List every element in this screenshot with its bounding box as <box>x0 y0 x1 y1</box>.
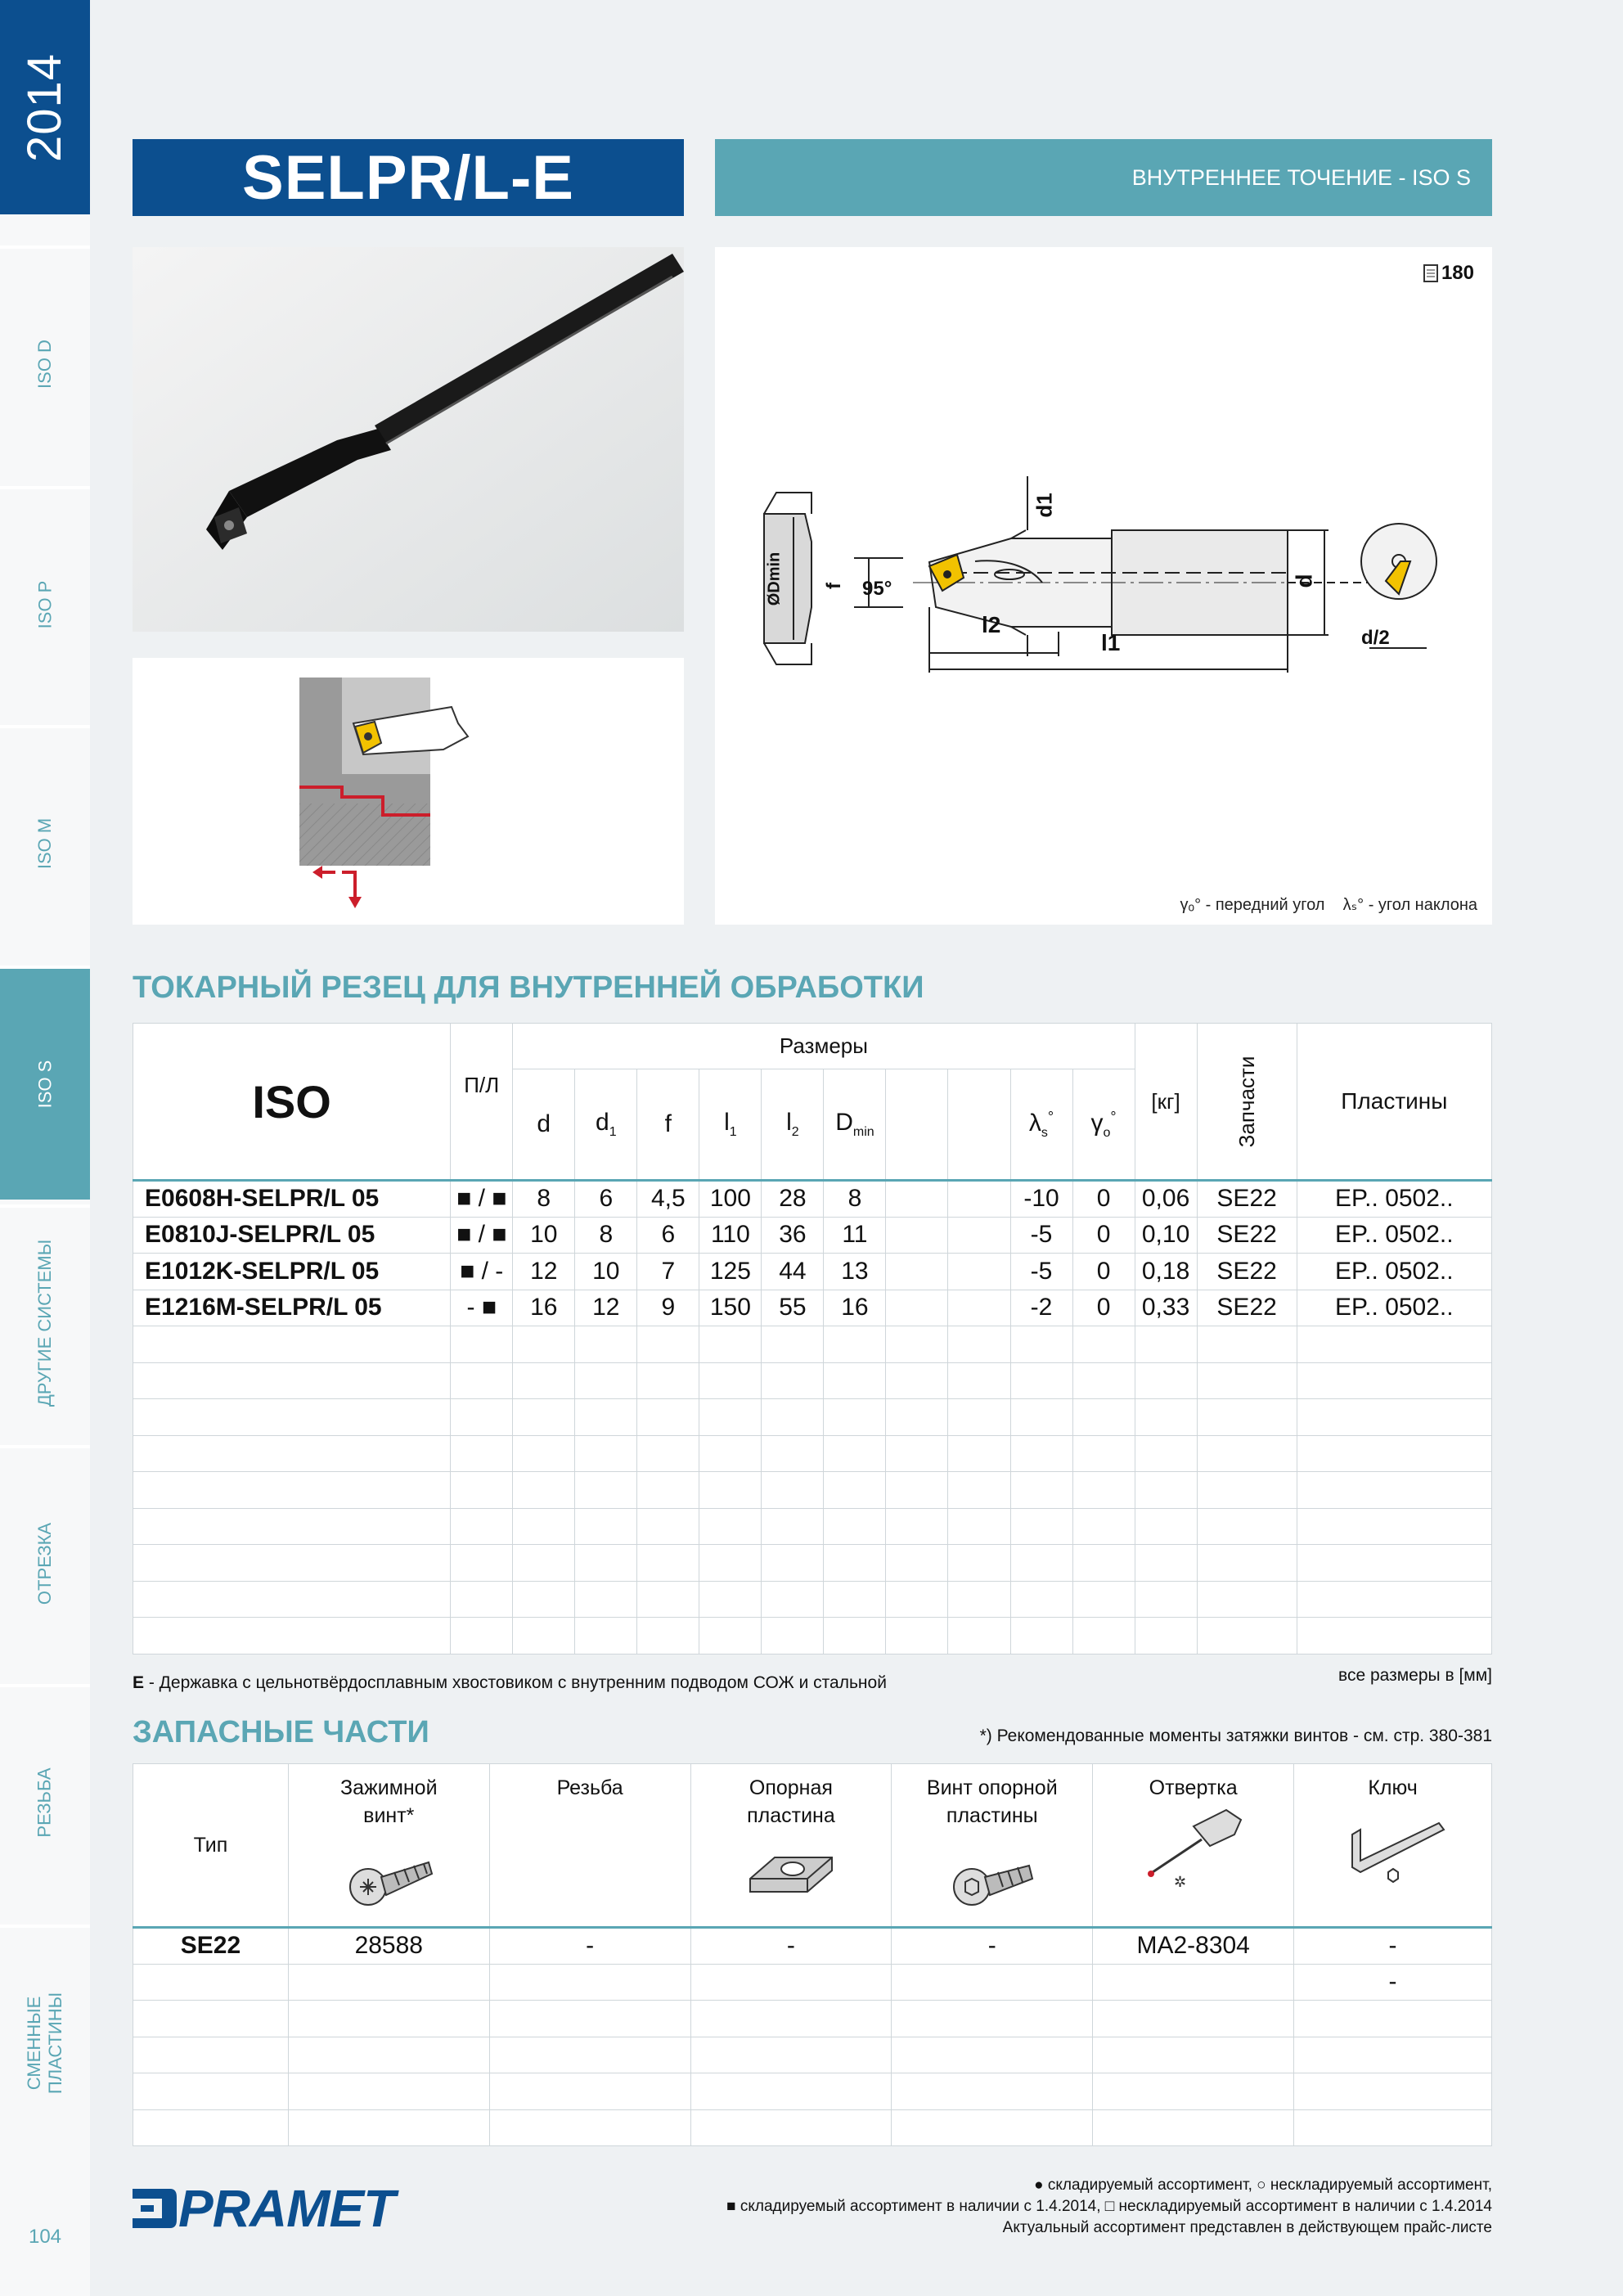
empty-row <box>133 1508 1492 1545</box>
empty-row <box>133 1399 1492 1436</box>
holder-note-prefix: E <box>133 1673 145 1692</box>
sidebar-tab-threading[interactable] <box>0 1684 90 1918</box>
cell-gamma: 0 <box>1072 1290 1135 1326</box>
cell-empty <box>948 1254 1010 1290</box>
header-lambda-sub: s <box>1041 1125 1048 1140</box>
cell-type <box>133 1964 289 2001</box>
empty-row <box>133 2109 1492 2146</box>
dim-l1-label: l1 <box>1101 630 1121 655</box>
cell-empty <box>948 1290 1010 1326</box>
product-title-box <box>133 139 684 216</box>
cell-shim: - <box>690 1928 892 1965</box>
header-l1 <box>699 1069 762 1181</box>
cell-d: 16 <box>513 1290 575 1326</box>
cell-f: 6 <box>637 1217 699 1254</box>
header-d1-sub: 1 <box>609 1125 617 1139</box>
cell-inserts[interactable]: EP.. 0502.. <box>1297 1254 1491 1290</box>
cell-clamp-screw[interactable]: 28588 <box>288 1928 489 1965</box>
cell-pl: - ■ <box>451 1290 513 1326</box>
spare-parts-title: ЗАПАСНЫЕ ЧАСТИ <box>133 1715 429 1749</box>
category-box <box>715 139 1492 216</box>
sidebar-tab-label: ISO P <box>34 580 55 629</box>
header-lambda-deg: ° <box>1047 1108 1054 1125</box>
cell-empty <box>886 1181 948 1218</box>
cell-kg: 0,10 <box>1135 1217 1197 1254</box>
cell-l1: 150 <box>699 1290 762 1326</box>
header-pl: П/Л <box>451 1024 513 1181</box>
cell-l1: 100 <box>699 1181 762 1218</box>
header-shim-screw <box>892 1764 1093 1928</box>
cell-f: 7 <box>637 1254 699 1290</box>
cell-inserts[interactable]: EP.. 0502.. <box>1297 1181 1491 1218</box>
header-spare-parts <box>1197 1024 1297 1181</box>
cell-dmin: 13 <box>824 1254 886 1290</box>
screwdriver-icon <box>1136 1802 1251 1892</box>
product-code[interactable]: E0608H-SELPR/L 05 <box>133 1181 451 1218</box>
cell-d1: 8 <box>575 1217 637 1254</box>
cell-d: 10 <box>513 1217 575 1254</box>
pramet-logo[interactable] <box>129 2178 394 2239</box>
angle-legend <box>1180 894 1477 915</box>
cell-empty <box>948 1217 1010 1254</box>
cell-empty <box>886 1290 948 1326</box>
cell-key: - <box>1294 1928 1492 1965</box>
header-thread-label: Резьба <box>556 1776 623 1799</box>
legend-line-1: ● складируемый ассортимент, ○ нескладируемый ассортимент, <box>1034 2177 1492 2194</box>
product-code[interactable]: E0810J-SELPR/L 05 <box>133 1217 451 1254</box>
cell-clamp-screw <box>288 1964 489 2001</box>
header-key <box>1294 1764 1492 1928</box>
cell-lambda: -10 <box>1010 1181 1072 1218</box>
sidebar-tab-label: ISO S <box>34 1060 55 1109</box>
header-screwdriver-label: Отвертка <box>1149 1776 1238 1799</box>
table-row[interactable] <box>133 1217 1492 1254</box>
holder-note <box>133 1673 887 1693</box>
cell-lambda: -5 <box>1010 1217 1072 1254</box>
empty-row <box>133 1435 1492 1472</box>
cell-spare[interactable]: SE22 <box>1197 1290 1297 1326</box>
table-row[interactable] <box>133 1290 1492 1326</box>
units-note: все размеры в [мм] <box>1338 1666 1492 1685</box>
sidebar-tab-iso-d[interactable] <box>0 245 90 479</box>
cell-screwdriver[interactable]: MA2-8304 <box>1093 1928 1294 1965</box>
cell-d: 12 <box>513 1254 575 1290</box>
header-l1-sub: 1 <box>729 1125 737 1139</box>
tool-photo <box>133 247 684 632</box>
product-code[interactable]: E1216M-SELPR/L 05 <box>133 1290 451 1326</box>
empty-row <box>133 2073 1492 2110</box>
spare-parts-table <box>133 1763 1492 2146</box>
cell-d: 8 <box>513 1181 575 1218</box>
table-row[interactable] <box>133 1928 1492 1965</box>
cell-pl: ■ / ■ <box>451 1217 513 1254</box>
product-title: SELPR/L-E <box>242 142 574 213</box>
torque-note: *) Рекомендованные моменты затяжки винтов - см. стр. 380-381 <box>979 1727 1492 1745</box>
cell-gamma: 0 <box>1072 1254 1135 1290</box>
dim-d1-label: d1 <box>1032 493 1057 518</box>
cell-thread: - <box>489 1928 690 1965</box>
empty-row <box>133 1472 1492 1509</box>
sidebar-tab-label: ISO M <box>34 817 55 870</box>
cell-spare[interactable]: SE22 <box>1197 1254 1297 1290</box>
holder-note-text: - Державка с цельнотвёрдосплавным хвостовиком с внутренним подводом СОЖ и стальной <box>144 1673 887 1692</box>
header-l2 <box>762 1069 824 1181</box>
header-dmin-sub: min <box>852 1125 874 1139</box>
category-title: ВНУТРЕННЕЕ ТОЧЕНИЕ - ISO S <box>1131 164 1471 190</box>
cell-empty <box>886 1254 948 1290</box>
header-sizes: Размеры <box>513 1024 1135 1069</box>
cell-kg: 0,18 <box>1135 1254 1197 1290</box>
sidebar-tab-label: ОТРЕЗКА <box>34 1522 55 1605</box>
cell-gamma: 0 <box>1072 1217 1135 1254</box>
angle-label: 95° <box>862 578 892 600</box>
sidebar-tab-iso-s[interactable] <box>0 966 90 1200</box>
shim-screw-icon <box>947 1846 1037 1911</box>
table-row[interactable] <box>133 1254 1492 1290</box>
dim-l2-label: l2 <box>982 612 1001 637</box>
brand-name: PRAMET <box>178 2179 395 2238</box>
header-inserts: Пластины <box>1297 1024 1491 1181</box>
cell-inserts[interactable]: EP.. 0502.. <box>1297 1290 1491 1326</box>
cell-thread <box>489 1964 690 2001</box>
empty-row <box>133 2001 1492 2037</box>
header-screwdriver <box>1093 1764 1294 1928</box>
empty-row <box>133 1618 1492 1654</box>
year-badge <box>0 0 90 214</box>
cell-dmin: 11 <box>824 1217 886 1254</box>
empty-row <box>133 2037 1492 2073</box>
svg-text:✲: ✲ <box>1173 1874 1186 1891</box>
header-clamp-screw <box>288 1764 489 1928</box>
cell-d1: 6 <box>575 1181 637 1218</box>
header-key-label: Ключ <box>1368 1776 1418 1799</box>
header-shim-screw-label: Винт опорной пластины <box>926 1776 1058 1827</box>
cell-dmin: 16 <box>824 1290 886 1326</box>
header-empty-2 <box>948 1069 1010 1181</box>
header-lambda <box>1010 1069 1072 1181</box>
sidebar-tab-label: СМЕННЫЕ ПЛАСТИНЫ <box>24 1992 65 2095</box>
pramet-logo-mark <box>129 2184 178 2233</box>
sidebar <box>0 0 90 2296</box>
cell-d1: 10 <box>575 1254 637 1290</box>
sidebar-tab-iso-p[interactable] <box>0 486 90 720</box>
cell-pl: ■ / ■ <box>451 1181 513 1218</box>
assortment-legend <box>726 2175 1492 2239</box>
cell-lambda: -5 <box>1010 1254 1072 1290</box>
header-dmin <box>824 1069 886 1181</box>
sidebar-tab-label: ISO D <box>34 340 55 389</box>
cell-pl: ■ / - <box>451 1254 513 1290</box>
cell-l2: 44 <box>762 1254 824 1290</box>
table-row[interactable] <box>133 1181 1492 1218</box>
cell-f: 4,5 <box>637 1181 699 1218</box>
header-shim <box>690 1764 892 1928</box>
year-label: 2014 <box>18 52 72 162</box>
cell-l1: 110 <box>699 1217 762 1254</box>
header-f <box>637 1069 699 1181</box>
header-type: Тип <box>133 1764 289 1928</box>
header-gamma-deg: ° <box>1110 1108 1117 1125</box>
header-iso: ISO <box>133 1024 451 1181</box>
cell-dmin: 8 <box>824 1181 886 1218</box>
dim-dmin-label: ØDmin <box>765 551 784 606</box>
cell-empty <box>948 1181 1010 1218</box>
cell-key: - <box>1294 1964 1492 2001</box>
shim-icon <box>742 1846 840 1903</box>
header-kg: [кг] <box>1135 1024 1197 1181</box>
header-dmin-label: D <box>835 1109 853 1136</box>
cell-f: 9 <box>637 1290 699 1326</box>
cell-l2: 36 <box>762 1217 824 1254</box>
legend-line-3: Актуальный ассортимент представлен в действующем прайс-листе <box>1002 2219 1492 2236</box>
sidebar-tab-label: ДРУГИЕ СИСТЕМЫ <box>34 1239 56 1407</box>
sidebar-tab-other-systems[interactable] <box>0 1204 90 1438</box>
inclination-angle-legend: λₛ° - угол наклона <box>1342 896 1477 914</box>
cell-empty <box>886 1217 948 1254</box>
cell-spare[interactable]: SE22 <box>1197 1217 1297 1254</box>
cell-shim-screw <box>892 1964 1093 2001</box>
dim-half-d-label: d/2 <box>1361 627 1390 649</box>
header-empty-1 <box>886 1069 948 1181</box>
header-l1-label: l <box>724 1109 730 1136</box>
cell-inserts[interactable]: EP.. 0502.. <box>1297 1217 1491 1254</box>
boring-bar-image <box>133 247 684 632</box>
header-l2-label: l <box>786 1109 792 1136</box>
table-row <box>133 1964 1492 2001</box>
header-d1 <box>575 1069 637 1181</box>
product-code[interactable]: E1012K-SELPR/L 05 <box>133 1254 451 1290</box>
cell-screwdriver <box>1093 1964 1294 2001</box>
header-spare-label: Запчасти <box>1234 1056 1259 1147</box>
header-d1-label: d <box>596 1109 609 1136</box>
cell-type[interactable]: SE22 <box>133 1928 289 1965</box>
cell-shim <box>690 1964 892 2001</box>
header-f-label: f <box>664 1110 672 1137</box>
cell-l1: 125 <box>699 1254 762 1290</box>
operation-diagram <box>133 658 684 925</box>
cell-kg: 0,06 <box>1135 1181 1197 1218</box>
sidebar-tab-iso-m[interactable] <box>0 725 90 959</box>
sidebar-tab-parting[interactable] <box>0 1445 90 1679</box>
cell-spare[interactable]: SE22 <box>1197 1181 1297 1218</box>
page-reference-number: 180 <box>1441 262 1474 284</box>
page-number: 104 <box>28 2226 62 2248</box>
header-shim-label: Опорная пластина <box>747 1776 835 1827</box>
header-d <box>513 1069 575 1181</box>
header-gamma-label: γ <box>1090 1109 1104 1137</box>
cell-l2: 28 <box>762 1181 824 1218</box>
header-lambda-label: λ <box>1028 1109 1041 1137</box>
cell-lambda: -2 <box>1010 1290 1072 1326</box>
tool-section-title: ТОКАРНЫЙ РЕЗЕЦ ДЛЯ ВНУТРЕННЕЙ ОБРАБОТКИ <box>133 970 924 1005</box>
dim-f-label: f <box>823 583 845 589</box>
legend-line-2: ■ складируемый ассортимент в наличии с 1.4.2014, □ нескладируемый ассортимент в наличии с 1.4.2014 <box>726 2198 1492 2215</box>
cell-shim-screw: - <box>892 1928 1093 1965</box>
hex-key-icon <box>1336 1810 1450 1892</box>
cell-l2: 55 <box>762 1290 824 1326</box>
technical-drawing <box>715 247 1492 925</box>
rake-angle-legend: γₒ° - передний угол <box>1180 896 1325 914</box>
cell-d1: 12 <box>575 1290 637 1326</box>
sidebar-tab-label: РЕЗЬБА <box>34 1767 55 1838</box>
header-d-label: d <box>537 1110 551 1137</box>
sidebar-tab-inserts[interactable] <box>0 1925 90 2159</box>
empty-row <box>133 1326 1492 1363</box>
cell-kg: 0,33 <box>1135 1290 1197 1326</box>
cell-gamma: 0 <box>1072 1181 1135 1218</box>
dim-d-label: d <box>1291 574 1317 588</box>
header-clamp-screw-label: Зажимной винт* <box>340 1776 438 1827</box>
header-gamma <box>1072 1069 1135 1181</box>
screw-icon <box>344 1846 434 1911</box>
header-l2-sub: 2 <box>791 1125 799 1139</box>
empty-row <box>133 1362 1492 1399</box>
header-thread <box>489 1764 690 1928</box>
internal-turning-icon <box>133 658 684 925</box>
tool-table <box>133 1023 1492 1654</box>
header-gamma-sub: o <box>1103 1125 1111 1140</box>
empty-row <box>133 1581 1492 1618</box>
empty-row <box>133 1545 1492 1582</box>
